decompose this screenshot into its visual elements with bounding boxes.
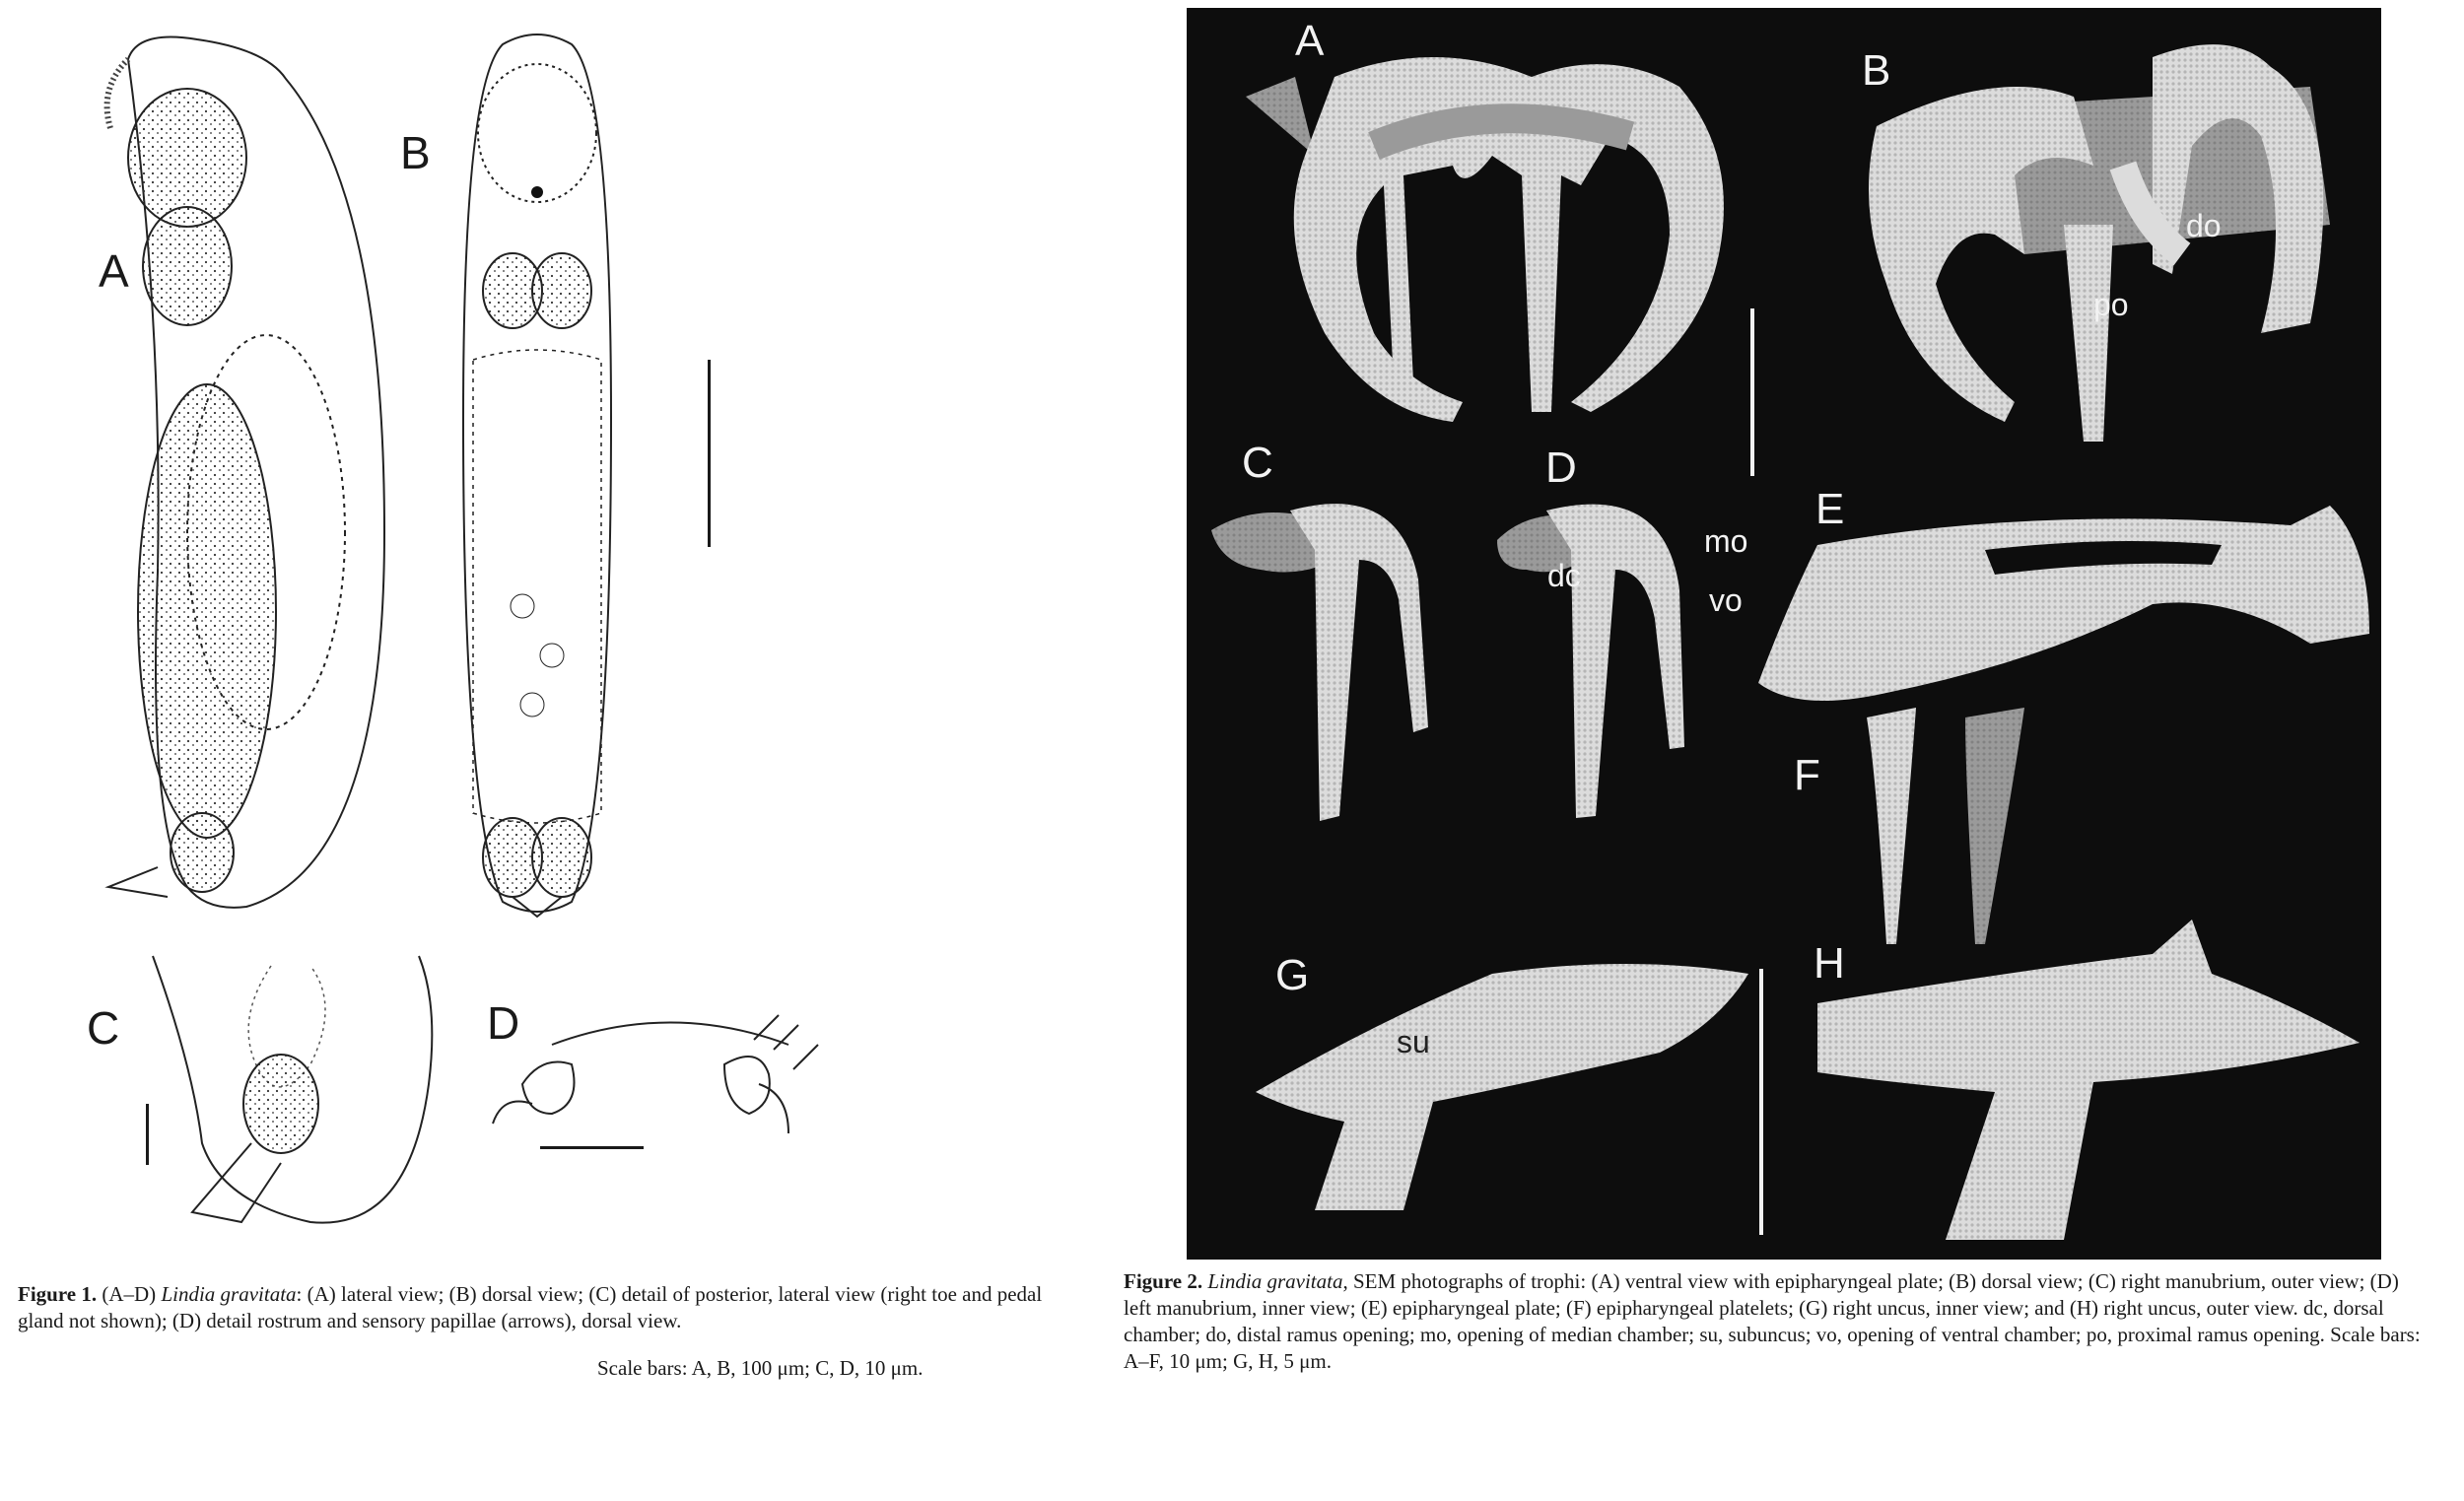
- fig2-label-do: do: [2186, 208, 2222, 243]
- fig2-scale-bar-a-f: [1750, 308, 1754, 476]
- fig1-caption-scale: Scale bars: A, B, 100 μm; C, D, 10 μm.: [597, 1356, 924, 1380]
- fig2-trophi-a: [1236, 37, 1748, 451]
- fig2-caption: [1124, 1268, 2425, 1375]
- fig1-scale-bar-ab: [708, 360, 711, 547]
- fig1-panel-label-a: A: [99, 245, 129, 297]
- fig2-panel-label-h: H: [1814, 939, 1845, 988]
- fig2-label-mo: mo: [1704, 523, 1748, 559]
- fig1-caption-part1: (A–D): [97, 1282, 162, 1306]
- fig2-label-su: su: [1397, 1024, 1430, 1059]
- fig1-drawing-a: [89, 20, 414, 926]
- fig1-caption-label: Figure 1.: [18, 1282, 98, 1306]
- fig1-drawing-b: [444, 25, 631, 931]
- fig1-scale-bar-d: [540, 1146, 644, 1149]
- fig1-drawing-d: [473, 1005, 828, 1163]
- fig2-panel-label-c: C: [1242, 439, 1273, 487]
- fig2-caption-label: Figure 2.: [1124, 1269, 1203, 1293]
- fig2-caption-text: , SEM photographs of trophi: (A) ventral view with epipharyngeal plate; (B) dorsal view; (C) right manubrium, outer view; (D) left manubrium, inner view; (E) epipharyngeal plate; (F) epipharyngeal platelets; (G) right uncus, inner view; and (H) right uncus, outer view. dc, dorsal chamber; do, distal ramus opening; mo, opening of median chamber; su, subuncus; vo, opening of ventral chamber; po, proximal ramus opening. Scale bars: A–F, 10 μm; G, H, 5 μm.: [1124, 1269, 2421, 1373]
- fig2-label-dc: dc: [1547, 558, 1581, 593]
- fig2-panel-label-d: D: [1545, 443, 1577, 492]
- fig1-scale-bar-c: [146, 1104, 149, 1165]
- fig1-caption: [18, 1281, 1092, 1334]
- fig1-panel-label-d: D: [487, 997, 520, 1049]
- fig2-panel-label-g: G: [1275, 951, 1310, 999]
- fig2-trophi-c: [1201, 491, 1497, 846]
- figure-2-sem-panel: [1187, 8, 2381, 1260]
- fig2-trophi-g: [1236, 944, 1788, 1269]
- fig2-panel-label-b: B: [1862, 46, 1891, 95]
- fig2-panel-label-a: A: [1295, 17, 1325, 65]
- fig1-caption-species: Lindia gravitata: [161, 1282, 297, 1306]
- fig1-caption-part2: : (A) lateral view; (B) dorsal view; (C) detail of posterior, lateral view (right toe and pedal gland not shown); (D) detail rostrum and sensory papillae (arrows), dorsal view.: [18, 1282, 1043, 1332]
- fig1-drawing-c: [133, 946, 458, 1242]
- fig2-trophi-h: [1798, 915, 2369, 1269]
- fig2-panel-label-e: E: [1815, 485, 1845, 533]
- fig1-panel-label-b: B: [400, 127, 431, 178]
- fig1-panel-label-c: C: [87, 1002, 120, 1054]
- fig2-trophi-e: [1739, 486, 2389, 713]
- fig2-trophi-b: [1798, 28, 2350, 461]
- fig2-label-po: po: [2093, 287, 2129, 322]
- fig2-scale-bar-g-h: [1759, 969, 1763, 1235]
- fig2-caption-species: Lindia gravitata: [1207, 1269, 1343, 1293]
- fig2-panel-label-f: F: [1794, 751, 1820, 799]
- fig2-label-vo: vo: [1709, 582, 1743, 618]
